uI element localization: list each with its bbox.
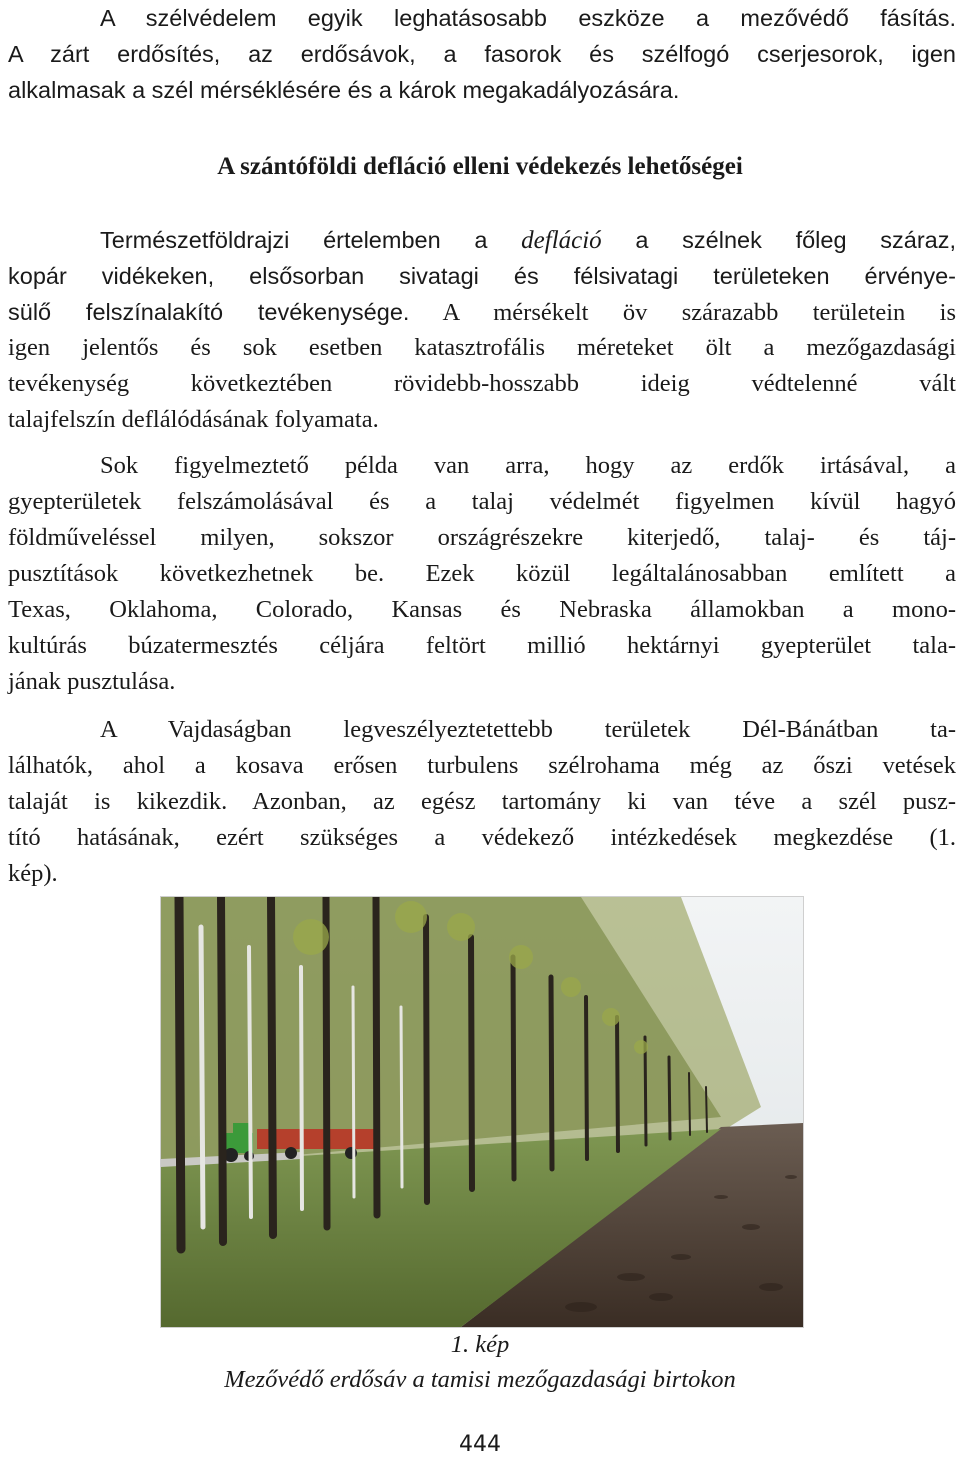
intro-line-3: alkalmasak a szél mérséklésére és a károk megakadályozására. <box>8 77 680 103</box>
para2-line-5: Texas, Oklahoma, Colorado, Kansas és Nebraska államokban a mono- <box>8 596 956 623</box>
para1-line-1-after: a szélnek főleg száraz, <box>601 227 956 253</box>
intro-line-2: A zárt erdősítés, az erdősávok, a fasorok és szélfogó cserjesorok, igen <box>8 41 956 67</box>
para2-line-2: gyepterületek felszámolásával és a talaj védelmét figyelmen kívül hagyó <box>8 488 956 515</box>
para1-line-2: kopár vidékeken, elsősorban sivatagi és félsivatagi területeken érvénye- <box>8 263 956 289</box>
para2-line-3: földműveléssel milyen, sokszor országrészekre kiterjedő, talaj- és táj- <box>8 524 956 551</box>
para1-line-5: tevékenység következtében rövidebb-hosszabb ideig védtelenné vált <box>8 370 956 397</box>
para3-line-5: kép). <box>8 860 58 887</box>
para1-line-6: talajfelszín deflálódásának folyamata. <box>8 406 379 433</box>
term-deflacio: defláció <box>521 227 602 254</box>
para1-line-1-before: Természetföldrajzi értelemben a <box>100 227 522 253</box>
para3-line-2: lálhatók, ahol a kosava erősen turbulens szélrohama még az őszi vetések <box>8 752 956 779</box>
para1-line-3-serif: A mérsékelt öv szárazabb területein is <box>409 299 956 326</box>
para2-line-7: jának pusztulása. <box>8 668 176 695</box>
paragraph-deflation <box>8 222 956 438</box>
intro-line-1: A szélvédelem egyik leghatásosabb eszköze a mezővédő fásítás. <box>100 5 956 31</box>
para3-line-4: tító hatásának, ezért szükséges a védekező intézkedések megkezdése (1. <box>8 824 956 851</box>
paragraph-vajdasag <box>8 712 956 892</box>
para3-line-3: talaját is kikezdik. Azonban, az egész tartomány ki van téve a szél pusz- <box>8 788 956 815</box>
windbreak-photo-illustration <box>161 897 803 1327</box>
para1-line-3 <box>8 294 956 330</box>
para2-line-6: kultúrás búzatermesztés céljára feltört millió hektárnyi gyepterület tala- <box>8 632 956 659</box>
para1-line-3-sans: sülő felszínalakító tevékenysége. <box>8 299 410 325</box>
intro-paragraph <box>8 0 956 108</box>
para2-line-4: pusztítások következhetnek be. Ezek közül legáltalánosabban említett a <box>8 560 956 587</box>
paragraph-examples <box>8 448 956 700</box>
para1-line-4: igen jelentős és sok esetben katasztrofális méreteket ölt a mezőgazdasági <box>8 334 956 361</box>
para2-line-1: Sok figyelmeztető példa van arra, hogy az erdők irtásával, a <box>100 452 956 479</box>
para3-line-1: A Vajdaságban legveszélyeztetettebb területek Dél-Bánátban ta- <box>100 716 956 743</box>
figure-number: 1. kép <box>450 1331 510 1358</box>
page-number: 444 <box>459 1432 501 1457</box>
para1-line-1 <box>8 222 956 258</box>
section-heading: A szántóföldi defláció elleni védekezés lehetőségei <box>217 153 743 180</box>
windbreak-photo <box>160 896 804 1328</box>
figure-caption: Mezővédő erdősáv a tamisi mezőgazdasági birtokon <box>224 1366 736 1393</box>
